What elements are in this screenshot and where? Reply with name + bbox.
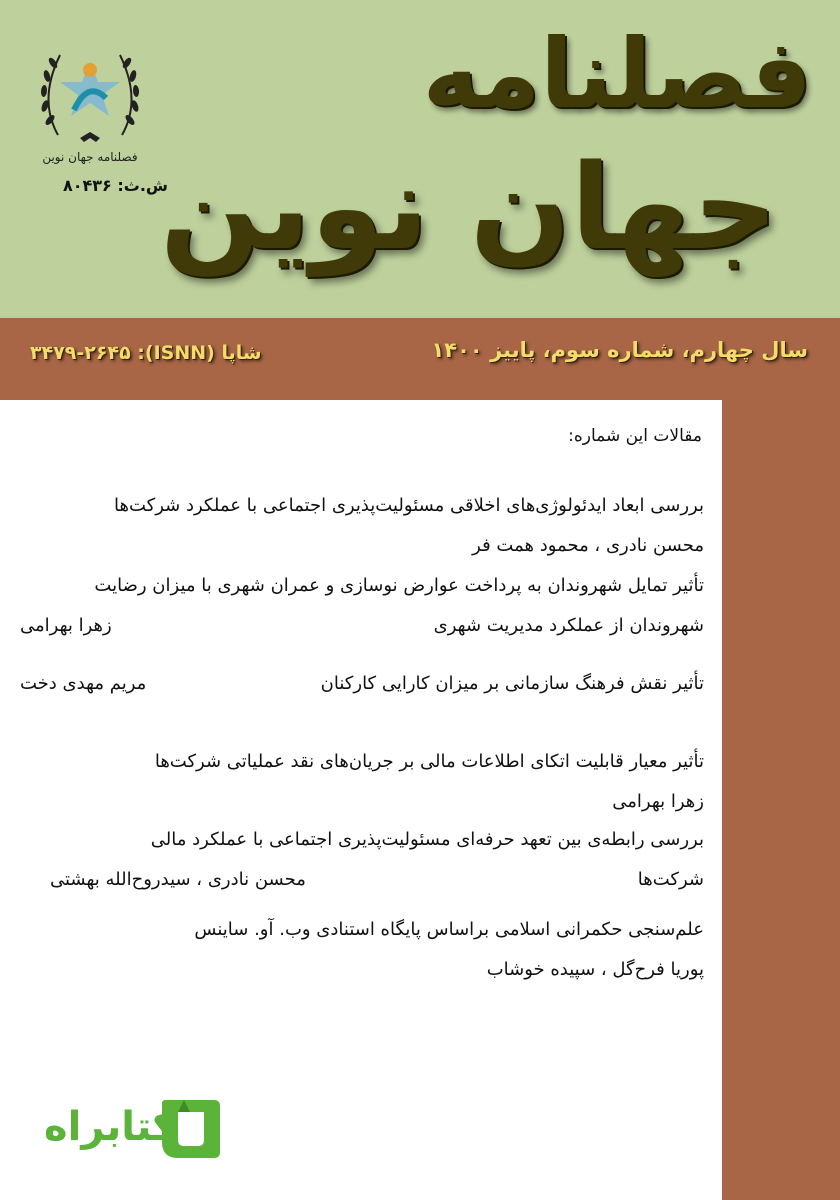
article-5 (50, 820, 704, 900)
publisher-name: کتابراه (44, 1104, 176, 1150)
journal-laurel-logo-icon (30, 40, 150, 150)
article-4-authors: زهرا بهرامی (612, 791, 704, 812)
article-5-title: بررسی رابطه‌ی بین تعهد حرفه‌ای مسئولیت‌پذیری اجتماعی با عملکرد مالی (150, 829, 704, 850)
article-3-authors: مریم مهدی دخت (20, 673, 147, 694)
article-3 (20, 664, 704, 704)
article-2-row2 (20, 606, 704, 646)
journal-title-line1: فصلنامه (422, 18, 812, 130)
issn-number: شاپا (ISNN): ۳۴۷۹-۲۶۴۵ (30, 342, 262, 364)
article-6 (194, 910, 704, 990)
article-3-title: تأثیر نقش فرهنگ سازمانی بر میزان کارایی کارکنان (320, 673, 704, 694)
article-5-authors: محسن نادری ، سیدروح‌الله بهشتی (50, 869, 306, 890)
article-4 (155, 742, 704, 822)
article-2-title-cont: شهروندان از عملکرد مدیریت شهری (433, 615, 704, 636)
article-5-title-cont: شرکت‌ها (637, 869, 704, 890)
article-2-authors: زهرا بهرامی (20, 615, 112, 636)
contents-panel (0, 400, 722, 1200)
article-1-authors: محسن نادری ، محمود همت فر (472, 535, 704, 556)
article-2 (20, 566, 704, 646)
article-1 (114, 486, 704, 566)
article-1-title: بررسی ابعاد ایدئولوژی‌های اخلاقی مسئولیت‌پذیری اجتماعی با عملکرد شرکت‌ها (114, 495, 704, 516)
article-5-row2 (50, 860, 704, 900)
issue-info: سال چهارم، شماره سوم، پاییز ۱۴۰۰ (431, 338, 808, 362)
article-4-title: تأثیر معیار قابلیت اتکای اطلاعات مالی بر جریان‌های نقد عملیاتی شرکت‌ها (154, 751, 704, 772)
article-6-title: علم‌سنجی حکمرانی اسلامی براساس پایگاه استنادی وب. آو. ساینس (194, 919, 704, 940)
cover-header (0, 0, 840, 318)
journal-title-line2: جهان نوین (160, 138, 778, 276)
article-3-row (20, 664, 704, 704)
logo-caption: فصلنامه جهان نوین (42, 150, 138, 164)
article-2-title: تأثیر تمایل شهروندان به پرداخت عوارض نوسازی و عمران شهری با میزان رضایت (94, 575, 704, 596)
article-6-authors: پوریا فرح‌گل ، سپیده خوشاب (486, 959, 704, 980)
registration-number: ش.ث: ۸۰۴۳۶ (62, 176, 168, 195)
contents-heading: مقالات این شماره: (568, 426, 702, 446)
